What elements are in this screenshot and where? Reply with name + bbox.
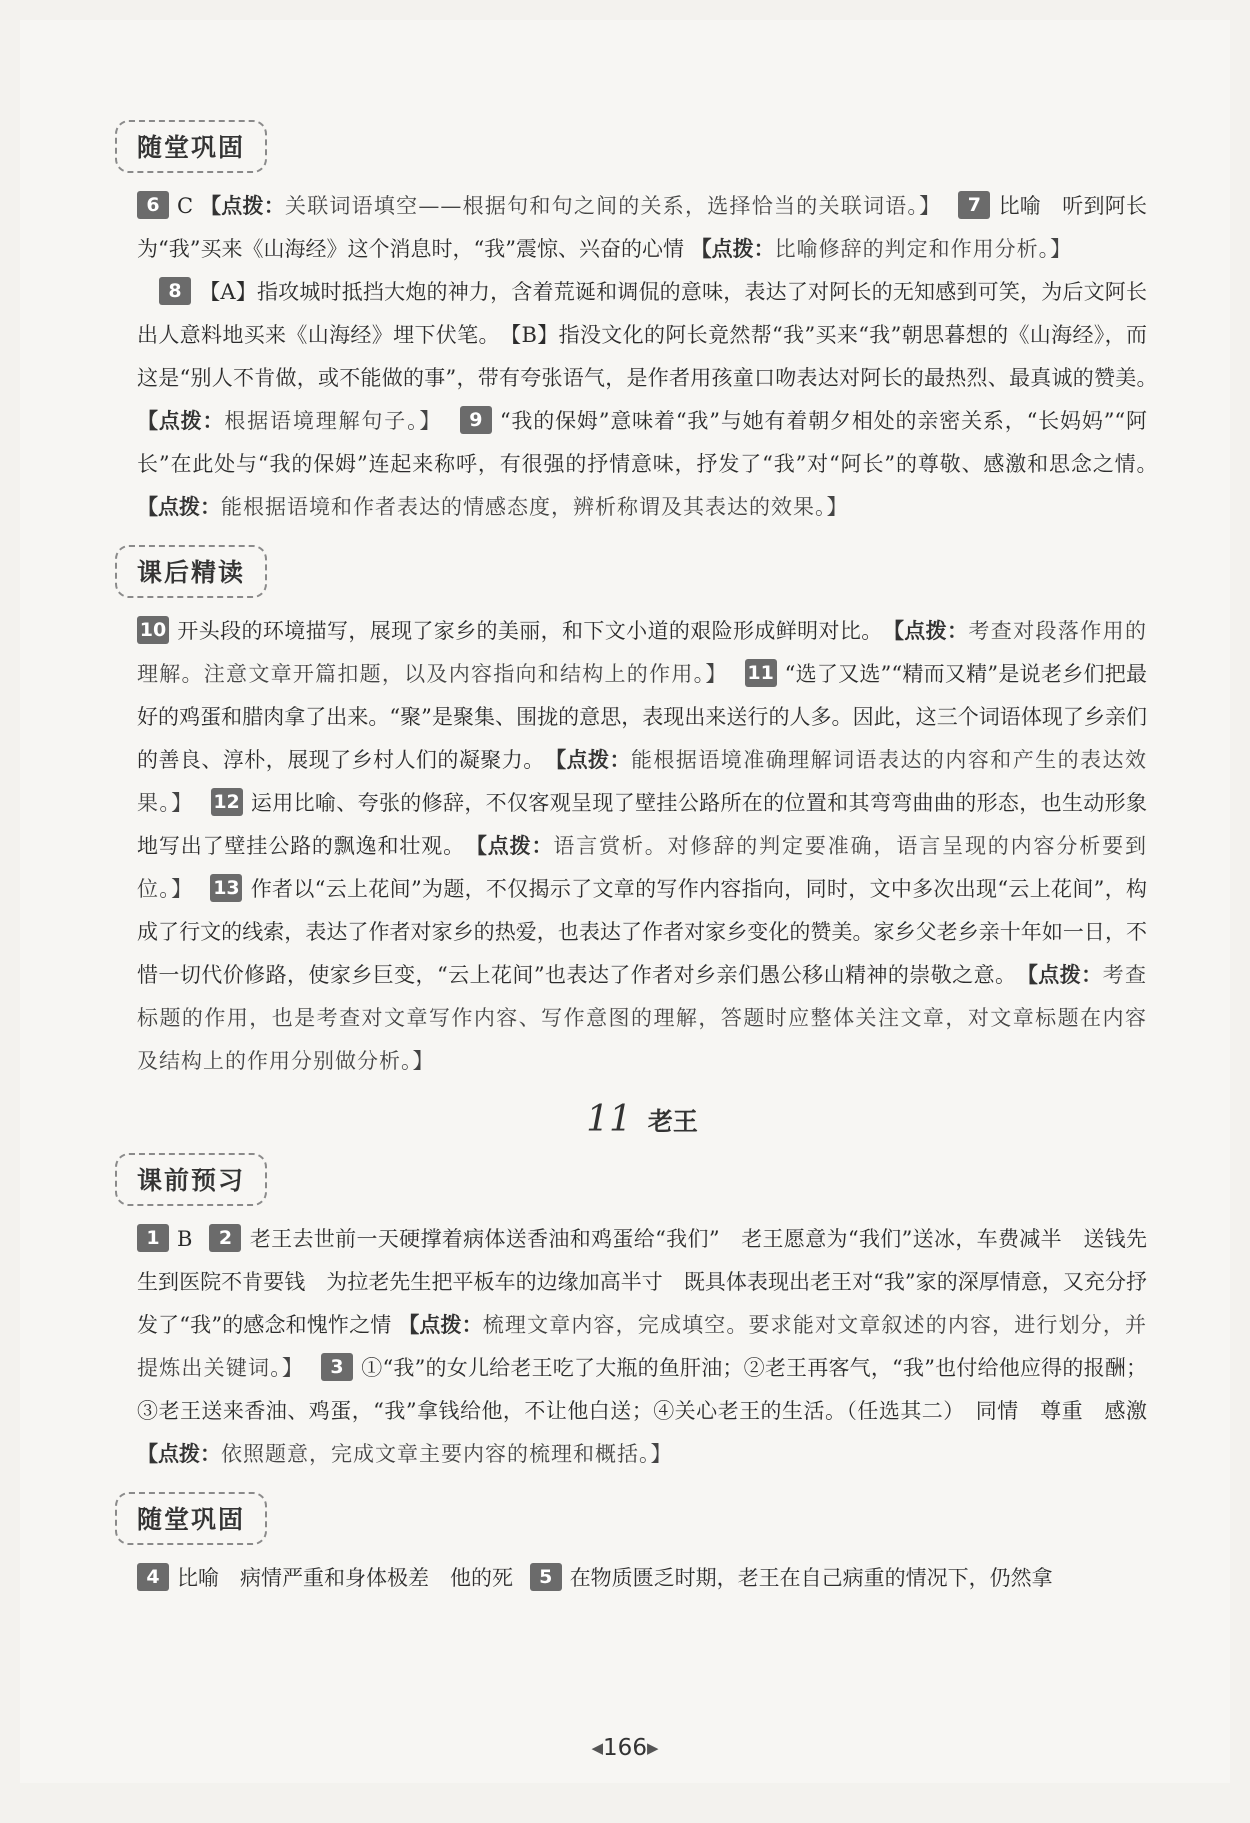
- left-triangle-icon: ◀: [591, 1739, 604, 1757]
- right-triangle-icon: ▶: [646, 1739, 659, 1757]
- tip-label: 【点拨：: [555, 748, 631, 772]
- question-number-badge: 1: [137, 1224, 169, 1252]
- tip-label: 【点拨：: [199, 194, 285, 218]
- chapter-title: 老王: [647, 1106, 698, 1136]
- question-number-badge: 12: [211, 788, 243, 816]
- section-header-close-reading: [115, 545, 1147, 598]
- tip-text: 根据语境理解句子。】: [224, 409, 443, 433]
- tip-text: 考查对段落作用的理解。注意文章开篇扣题，以及内容指向和结构上的作用。】: [137, 619, 1148, 686]
- answer-text: 作者以“云上花间”为题，不仅揭示了文章的写作内容指向，同时，文中多次出现“云上花间”，构成了行文的线索，表达了作者对家乡的热爱，也表达了作者对家乡变化的赞美。家乡父老乡亲十年如一日，不惜一切代价修路，使家乡巨变，“云上花间”也表达了作者对乡亲们愚公移山精神的崇敬之意。: [137, 877, 1147, 987]
- answer-text: 【A】指攻城时抵挡大炮的神力，含着荒诞和调侃的意味，表达了对阿长的无知感到可笑，为后文阿长出人意料地买来《山海经》埋下伏笔。 【B】指没文化的阿长竟然帮“我”买来“我”朝思暮想的《山海经》，而这是“别人不肯做，或不能做的事”，带有夸张语气，是作者用孩童口吻表达对阿长的最热烈、最真诚的赞美。: [137, 280, 1168, 390]
- tip-label: 【点拨：: [1027, 963, 1103, 987]
- question-number-badge: 10: [137, 616, 169, 644]
- section-label: 随堂巩固: [115, 1492, 267, 1545]
- answer-paragraph: [137, 185, 1147, 271]
- answer-paragraph: [137, 610, 1147, 1083]
- section-header-consolidation-2: [115, 1492, 1147, 1545]
- tip-label: 【点拨：: [398, 1313, 483, 1337]
- answer-paragraph: [137, 1218, 1147, 1476]
- answer-block-1: [137, 185, 1168, 529]
- tip-text: 依照题意，完成文章主要内容的梳理和概括。】: [221, 1442, 673, 1466]
- answer-text: “我的保姆”意味着“我”与她有着朝夕相处的亲密关系，“长妈妈”“阿长”在此处与“我的保姆”连起来称呼，有很强的抒情意味，抒发了“我”对“阿长”的尊敬、感激和思念之情。: [137, 409, 1168, 476]
- answer-block-2: [137, 610, 1147, 1083]
- question-number-badge: 6: [137, 191, 169, 219]
- answer-text: 比喻 病情严重和身体极差 他的死: [177, 1566, 520, 1590]
- answer-paragraph: [137, 1557, 1147, 1600]
- question-number-badge: 9: [460, 406, 492, 434]
- question-number-badge: 8: [159, 277, 191, 305]
- question-number-badge: 11: [745, 659, 777, 687]
- chapter-heading: [137, 1099, 1147, 1145]
- question-number-badge: 2: [209, 1224, 241, 1252]
- tip-text: 能根据语境和作者表达的情感态度，辨析称谓及其表达的效果。】: [221, 495, 849, 519]
- section-header-consolidation: [115, 120, 1147, 173]
- answer-text: 老王去世前一天硬撑着病体送香油和鸡蛋给“我们” 老王愿意为“我们”送冰，车费减半 送钱先生到医院不肯要钱 为拉老先生把平板车的边缘加高半寸 既具体表现出老王对“我”家的深厚情意，又充分抒发了“我”的感念和愧怍之情: [137, 1227, 1147, 1337]
- tip-label: 【点拨：: [137, 1442, 221, 1466]
- tip-label: 【点拨：: [137, 409, 225, 433]
- answer-text: C: [177, 194, 200, 218]
- page-number: 166: [603, 1735, 647, 1761]
- tip-label: 【点拨：: [137, 495, 221, 519]
- page-footer: [20, 1735, 1230, 1761]
- tip-label: 【点拨：: [893, 619, 969, 643]
- tip-text: 考查标题的作用，也是考查对文章写作内容、写作意图的理解，答题时应整体关注文章，对文章标题在内容及结构上的作用分别做分析。】: [137, 963, 1148, 1073]
- question-number-badge: 3: [321, 1353, 353, 1381]
- question-number-badge: 7: [958, 191, 990, 219]
- tip-label: 【点拨：: [476, 834, 554, 858]
- question-number-badge: 4: [137, 1563, 169, 1591]
- section-label: 课后精读: [115, 545, 267, 598]
- answer-text: 开头段的环境描写，展现了家乡的美丽，和下文小道的艰险形成鲜明对比。: [177, 619, 894, 643]
- chapter-number: 11: [586, 1099, 632, 1140]
- content-area: [137, 120, 1168, 1616]
- section-header-preview: [115, 1153, 1147, 1206]
- answer-block-4: [137, 1557, 1147, 1600]
- tip-label: 【点拨：: [690, 237, 775, 261]
- answer-text: “选了又选”“精而又精”是说老乡们把最好的鸡蛋和腊肉拿了出来。“聚”是聚集、围拢的意思，表现出来送行的人多。因此，这三个词语体现了乡亲们的善良、淳朴，展现了乡村人们的凝聚力。: [137, 662, 1148, 772]
- answer-text: 在物质匮乏时期，老王在自己病重的情况下，仍然拿: [569, 1566, 1053, 1590]
- tip-text: 梳理文章内容，完成填空。要求能对文章叙述的内容，进行划分，并提炼出关键词。】: [137, 1313, 1148, 1380]
- answer-text: B: [177, 1227, 200, 1251]
- section-label: 随堂巩固: [115, 120, 267, 173]
- tip-text: 比喻修辞的判定和作用分析。】: [774, 237, 1073, 261]
- answer-block-3: [137, 1218, 1147, 1476]
- question-number-badge: 5: [530, 1563, 562, 1591]
- section-label: 课前预习: [115, 1153, 267, 1206]
- answer-text: ①“我”的女儿给老王吃了大瓶的鱼肝油；②老王再客气，“我”也付给他应得的报酬；③老王送来香油、鸡蛋，“我”拿钱给他，不让他白送；④关心老王的生活。（任选其二） 同情 尊重 感激: [137, 1356, 1147, 1423]
- question-number-badge: 13: [210, 874, 242, 902]
- tip-text: 能根据语境准确理解词语表达的内容和产生的表达效果。】: [137, 748, 1148, 815]
- answer-text: 运用比喻、夸张的修辞，不仅客观呈现了壁挂公路所在的位置和其弯弯曲曲的形态，也生动形象地写出了壁挂公路的飘逸和壮观。: [137, 791, 1147, 858]
- answer-text: 比喻 听到阿长为“我”买来《山海经》这个消息时，“我”震惊、兴奋的心情: [137, 194, 1148, 261]
- tip-text: 语言赏析。对修辞的判定要准确，语言呈现的内容分析要到位。】: [137, 834, 1148, 901]
- tip-text: 关联词语填空——根据句和句之间的关系，选择恰当的关联词语。】: [284, 194, 942, 218]
- page: [20, 20, 1230, 1783]
- answer-paragraph: [137, 271, 1168, 529]
